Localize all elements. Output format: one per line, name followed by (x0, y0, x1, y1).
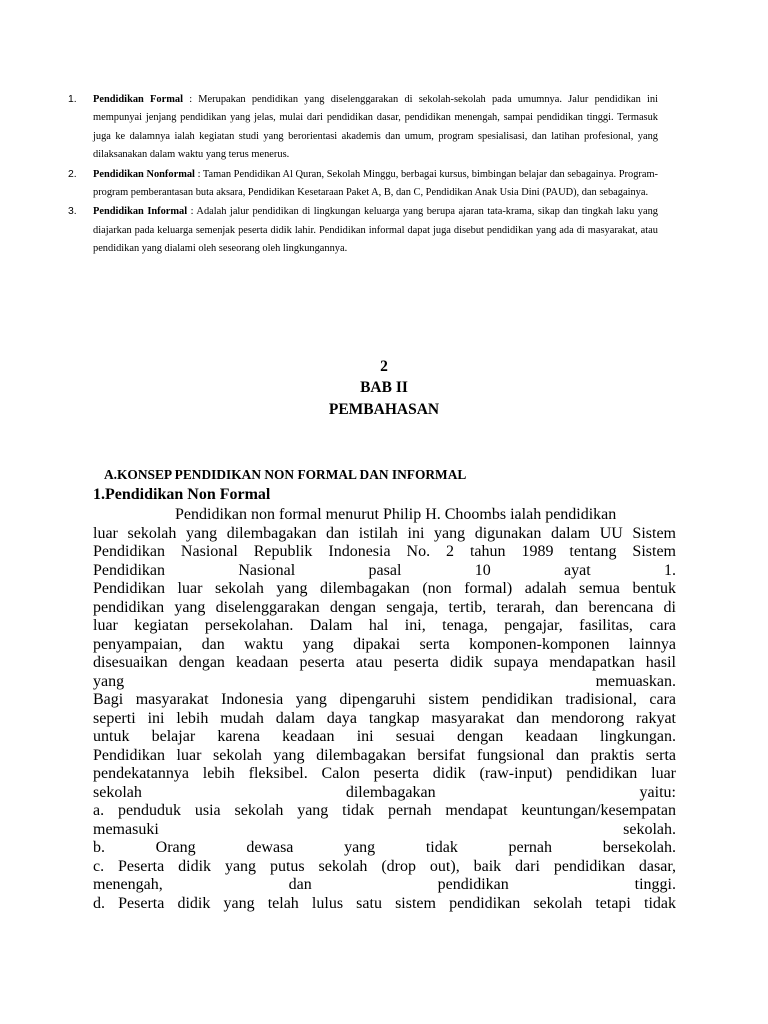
text-line: luar kegiatan persekolahan. Dalam hal ini, tenaga, pengajar, fasilitas, cara (93, 617, 676, 634)
text-line: b. Orang dewasa yang tidak pernah bersekolah. (93, 839, 676, 856)
text-line: sekolah dilembagakan yaitu: (93, 783, 676, 801)
list-number: 1. (68, 94, 77, 105)
list-item (62, 91, 658, 165)
text-line: a. penduduk usia sekolah yang tidak pernah mendapat keuntungan/kesempatan (93, 802, 676, 819)
text-line: penyampaian, dan waktu yang dipakai serta komponen-komponen lainnya (93, 635, 676, 653)
text-line: untuk belajar karena keadaan ini sesuai dengan keadaan lingkungan. (93, 728, 676, 745)
definition-list (62, 91, 658, 259)
list-description: : Adalah jalur pendidikan di lingkungan keluarga yang berupa ajaran tata-krama, sikap dan tingkah laku yang diajarkan pada keluarga semenjak peserta didik lahir. Pendidikan informal dapat juga disebut pendidikan yang ada di masyarakat, atau pendidikan yang dialami oleh seseorang oleh lingkungannya. (93, 206, 658, 255)
text-line: yang memuaskan. (93, 672, 676, 690)
text-line: c. Peserta didik yang putus sekolah (drop out), baik dari pendidikan dasar, (93, 857, 676, 875)
text-line: d. Peserta didik yang telah lulus satu sistem pendidikan sekolah tetapi tidak (93, 894, 676, 912)
text-line: Pendidikan Nasional Republik Indonesia No. 2 tahun 1989 tentang Sistem (93, 543, 676, 560)
text-line: Pendidikan luar sekolah yang dilembagakan bersifat fungsional dan praktis serta (93, 746, 676, 764)
list-description: : Taman Pendidikan Al Quran, Sekolah Minggu, berbagai kursus, bimbingan belajar dan sebagainya. Program-program pemberantasan buta aksara, Pendidikan Kesetaraan Paket A, B, dan C, Pendidikan Anak Usia Dini (PAUD), dan sebagainya. (93, 168, 659, 199)
text-line: pendidikan yang diselenggarakan dengan sengaja, tertib, terarah, dan berencana di (93, 598, 676, 616)
text-line: menengah, dan pendidikan tinggi. (93, 876, 676, 893)
page-number: 2 (380, 358, 388, 375)
list-item-text (93, 203, 658, 258)
text-line: Pendidikan Nasional pasal 10 ayat 1. (93, 561, 676, 579)
list-term: Pendidikan Nonformal (93, 168, 195, 180)
text-line: pendekatannya lebih fleksibel. Calon peserta didik (raw-input) pendidikan luar (93, 765, 676, 782)
text-line: Pendidikan luar sekolah yang dilembagakan (non formal) adalah semua bentuk (93, 580, 676, 597)
text-line: disesuaikan dengan keadaan peserta atau peserta didik supaya mendapatkan hasil (93, 654, 676, 671)
text-line: memasuki sekolah. (93, 820, 676, 838)
text-line: seperti ini lebih mudah dalam daya tangkap masyarakat dan mendorong rakyat (93, 709, 676, 727)
text-line: Pendidikan non formal menurut Philip H. Choombs ialah pendidikan (175, 506, 617, 523)
text-line: Bagi masyarakat Indonesia yang dipengaruhi sistem pendidikan tradisional, cara (93, 691, 676, 708)
chapter-title: PEMBAHASAN (328, 401, 440, 418)
list-item-text (93, 166, 658, 203)
list-item-text (93, 91, 658, 165)
section-title: A.KONSEP PENDIDIKAN NON FORMAL DAN INFORMAL (104, 467, 467, 482)
chapter-heading: BAB II (360, 379, 408, 396)
body-text (93, 506, 676, 913)
text-line: luar sekolah yang dilembagakan dan istilah ini yang digunakan dalam UU Sistem (93, 524, 676, 542)
list-description: : Merupakan pendidikan yang diselenggarakan di sekolah-sekolah pada umumnya. Jalur pendidikan ini mempunyai jenjang pendidikan yang jelas, mulai dari pendidikan dasar, pendidikan menengah, sampai pendidikan tinggi. Termasuk juga ke dalamnya ialah kegiatan studi yang berorientasi akademis dan umum, program spesialisasi, dan latihan profesional, yang dilaksanakan dalam waktu yang terus menerus. (93, 94, 658, 161)
list-term: Pendidikan Formal (93, 94, 183, 105)
list-item (62, 166, 658, 203)
list-number: 3. (68, 206, 77, 218)
list-term: Pendidikan Informal (93, 206, 188, 218)
list-number: 2. (68, 168, 77, 180)
list-item (62, 203, 658, 258)
subsection-title: 1.Pendidikan Non Formal (93, 486, 271, 503)
